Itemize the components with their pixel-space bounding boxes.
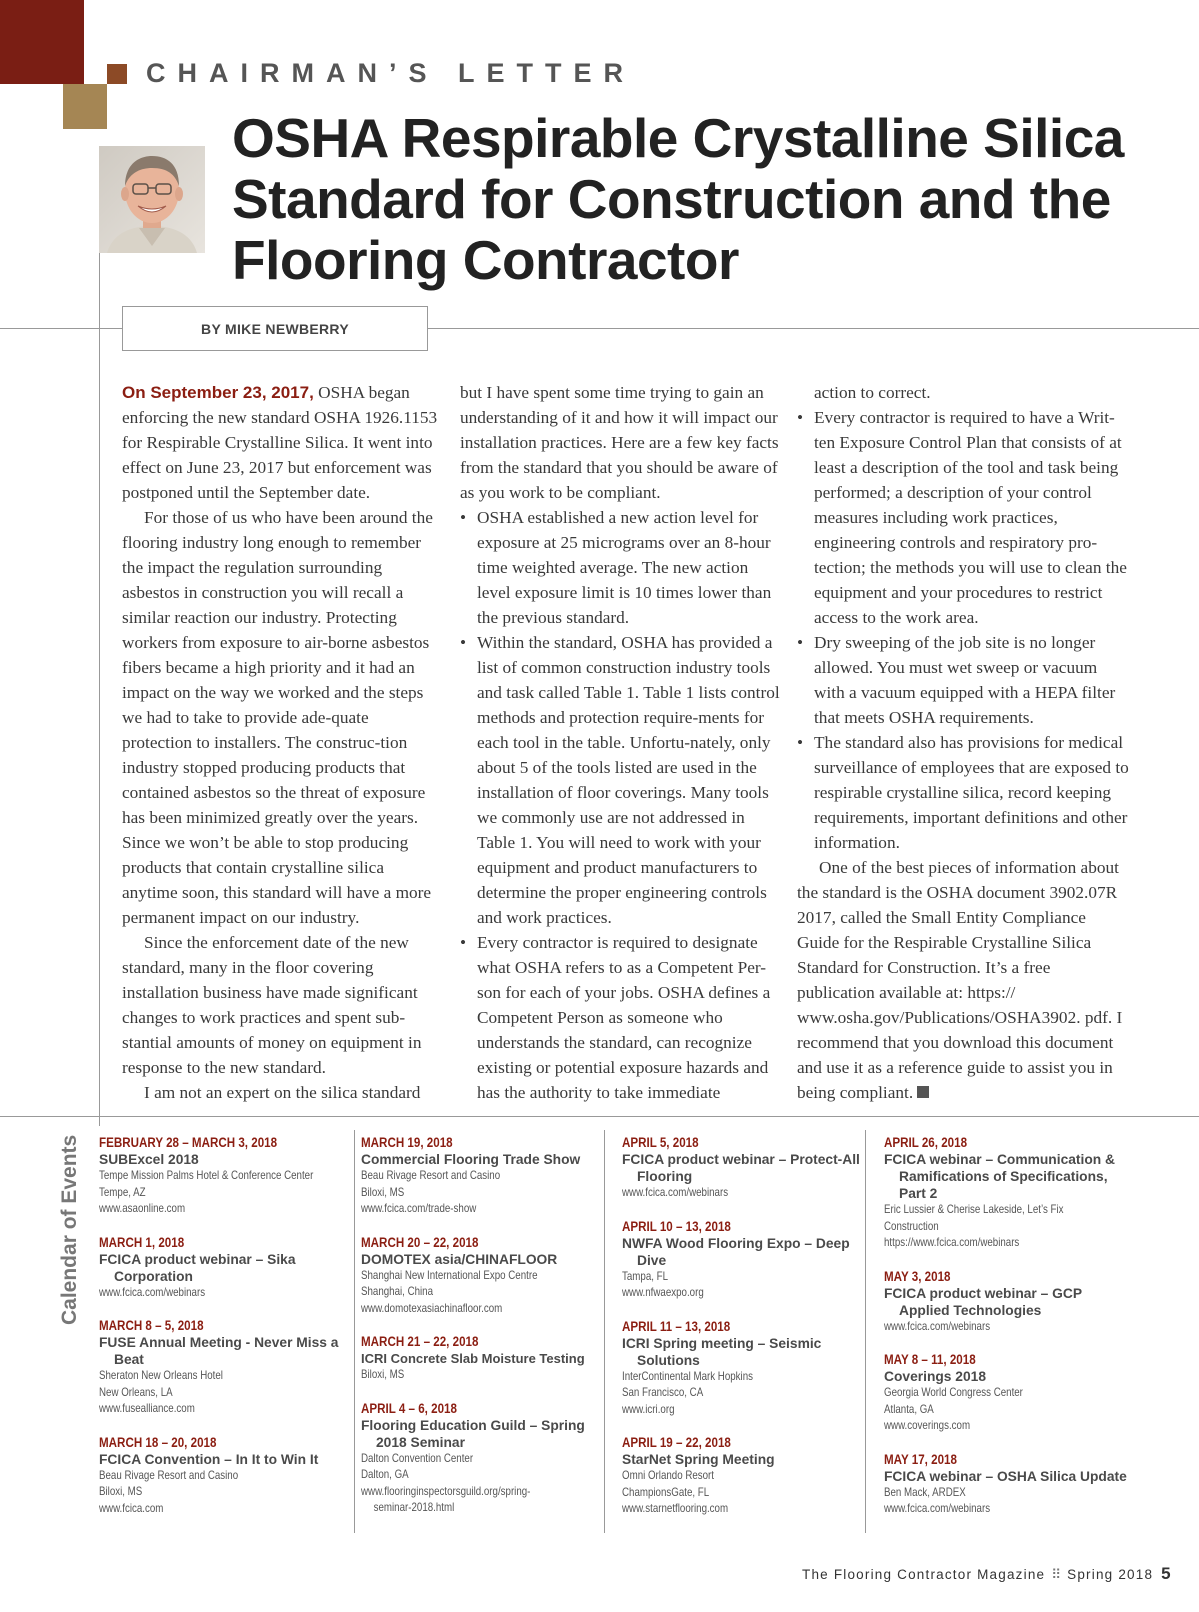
event-detail: San Francisco, CA (622, 1386, 704, 1399)
article-title: OSHA Respirable Crystalline Silica Standard for Construction and the Flooring Contractor (232, 107, 1124, 291)
event-detail: Shanghai New International Expo Centre (361, 1268, 538, 1282)
event-date: APRIL 26, 2018 (884, 1135, 968, 1150)
event-detail: InterContinental Mark Hopkins (622, 1369, 754, 1383)
event-detail: Tempe Mission Palms Hotel & Conference Center (99, 1169, 314, 1182)
event-name: FCICA product webinar – Protect-All Flooring (622, 1152, 860, 1184)
event-detail: New Orleans, LA (99, 1385, 173, 1399)
event-date: APRIL 11 – 13, 2018 (622, 1318, 731, 1334)
event-link[interactable]: www.flooringinspectorsguild.org/spring- (361, 1484, 531, 1498)
event-name: FCICA webinar – Communication & Ramifications of Specifications, Part 2 (884, 1152, 1115, 1201)
calendar-event (622, 1218, 870, 1302)
event-link[interactable]: www.domotexasiachinafloor.com (361, 1301, 503, 1315)
paragraph (797, 855, 1132, 1105)
calendar-event (622, 1434, 870, 1518)
event-name: Commercial Flooring Trade Show (361, 1152, 581, 1167)
corner-accent-block (0, 0, 84, 84)
calendar-event (884, 1268, 1132, 1336)
left-rule (99, 253, 100, 1126)
event-detail: ChampionsGate, FL (622, 1485, 710, 1499)
event-date: MARCH 18 – 20, 2018 (99, 1434, 217, 1450)
event-name: SUBExcel 2018 (99, 1152, 199, 1167)
event-link[interactable]: https://www.fcica.com/webinars (884, 1236, 1020, 1249)
bullet-item: • The standard also has provisions for medical surveillance of employees that are exposed to respirable crystalline silica, record keeping requirements, important definitions and other information. (797, 730, 1132, 855)
calendar-event (361, 1134, 609, 1218)
calendar-event (884, 1451, 1132, 1518)
calendar-event (99, 1134, 347, 1218)
event-detail: Tempe, AZ (99, 1185, 146, 1199)
calendar-event (361, 1333, 609, 1384)
event-date: MAY 8 – 11, 2018 (884, 1352, 976, 1367)
event-detail: Biloxi, MS (99, 1485, 143, 1498)
event-detail: Sheraton New Orleans Hotel (99, 1369, 223, 1382)
event-name: FCICA webinar – OSHA Silica Update (884, 1468, 1127, 1484)
paragraph: action to correct. (814, 383, 931, 402)
calendar-column-rule (354, 1130, 355, 1533)
calendar-divider (0, 1116, 1199, 1117)
calendar-event (99, 1234, 347, 1302)
event-link[interactable]: www.fcica.com/trade-show (361, 1202, 477, 1215)
event-detail: Eric Lussier & Cherise Lakeside, Let’s Fix (884, 1203, 1064, 1216)
paragraph: but I have spent some time trying to gain an understanding of it and how it will impact our installation practices. Here are a few key facts from the standard that you should be aware of as you work to be compliant. (460, 383, 779, 502)
calendar-column-3 (622, 1134, 870, 1534)
calendar-column-4 (884, 1134, 1132, 1534)
event-date: MARCH 8 – 5, 2018 (99, 1318, 204, 1333)
section-label: CHAIRMAN’S LETTER (146, 58, 635, 88)
event-detail: Atlanta, GA (884, 1402, 934, 1416)
event-detail: Biloxi, MS (361, 1368, 405, 1381)
event-link[interactable]: www.icri.org (622, 1402, 675, 1416)
event-name: FUSE Annual Meeting - Never Miss a Beat (99, 1335, 339, 1367)
calendar-event (622, 1134, 870, 1202)
event-detail: Construction (884, 1219, 939, 1233)
byline-box (122, 306, 428, 351)
calendar-event (99, 1317, 347, 1418)
event-date: APRIL 4 – 6, 2018 (361, 1400, 457, 1416)
calendar-event (99, 1434, 347, 1518)
event-link-continued[interactable]: seminar-2018.html (373, 1501, 455, 1514)
event-link[interactable]: www.fcica.com/webinars (99, 1285, 206, 1299)
event-date: MARCH 21 – 22, 2018 (361, 1334, 479, 1349)
event-detail: Ben Mack, ARDEX (884, 1485, 966, 1499)
event-detail: Shanghai, China (361, 1285, 434, 1298)
bullet-item: • OSHA established a new action level for exposure at 25 micrograms over an 8-hour time weighted average. The new action level exposure limit is 10 times lower than the previous standard. (460, 505, 780, 630)
lead-in: On September 23, 2017, (122, 383, 314, 402)
event-detail: Georgia World Congress Center (884, 1386, 1023, 1399)
bullet-item: • Within the standard, OSHA has provided a list of common construction industry tools and task called Table 1. Table 1 lists control methods and protection require-ments for each tool in the table. Unfortu-nately, only about 5 of the tools listed are used in the installation of floor coverings. Many tools we commonly use are not addressed in Table 1. You will need to work with your equipment and product manufacturers to determine the proper engineering controls and work practices. (460, 630, 780, 930)
calendar-event (622, 1318, 870, 1419)
event-link[interactable]: www.fcica.com (99, 1501, 164, 1515)
bullet-item: • Dry sweeping of the job site is no longer allowed. You must wet sweep or vacuum with a vacuum equipped with a HEPA filter that meets OSHA requirements. (797, 630, 1132, 730)
accent-square-small (107, 64, 127, 84)
calendar-event (884, 1134, 1132, 1252)
paragraph (122, 380, 442, 505)
event-date: MARCH 19, 2018 (361, 1135, 453, 1150)
page-number: 5 (1161, 1564, 1171, 1583)
event-link[interactable]: www.fcica.com/webinars (884, 1502, 991, 1515)
accent-square-tan (63, 84, 107, 129)
paragraph: Since the enforcement date of the new standard, many in the floor covering installation business have made significant changes to work practices and spent sub-stantial amounts of money on equipment in response to the new standard. (122, 933, 422, 1077)
article-column-1 (122, 380, 442, 1105)
event-link[interactable]: www.fcica.com/webinars (884, 1319, 991, 1333)
event-link[interactable]: www.fcica.com/webinars (622, 1186, 729, 1199)
event-name: FCICA product webinar – Sika Corporation (99, 1251, 296, 1284)
event-link[interactable]: www.fusealliance.com (99, 1402, 195, 1415)
bullet-item: • Every contractor is required to have a Writ-ten Exposure Control Plan that consists of at least a description of the tool and task being performed; a description of your control measures including work practices, engineering controls and respiratory pro-tection; the methods you will use to clean the equipment and your procedures to restrict access to the work area. (797, 405, 1132, 630)
event-date: FEBRUARY 28 – MARCH 3, 2018 (99, 1135, 278, 1150)
event-name: ICRI Concrete Slab Moisture Testing (361, 1351, 585, 1366)
paragraph: I am not an expert on the silica standard (144, 1083, 421, 1102)
event-date: APRIL 10 – 13, 2018 (622, 1218, 731, 1234)
event-name: FCICA product webinar – GCP Applied Technologies (884, 1285, 1082, 1318)
calendar-event (884, 1351, 1132, 1435)
event-detail: Dalton Convention Center (361, 1451, 474, 1465)
event-detail: Tampa, FL (622, 1269, 669, 1283)
event-name: Flooring Education Guild – Spring 2018 Seminar (361, 1417, 585, 1450)
paragraph: For those of us who have been around the flooring industry long enough to remember the impact the regulation surrounding asbestos in construction you will recall a similar reaction our industry. Protecting workers from exposure to air-borne asbestos fibers became a high priority and it had an impact on the way we worked and the steps we had to take to provide ade-quate protection to installers. The construc-tion industry stopped producing products that contained asbestos so the threat of exposure has been minimized greatly over the years. Since we won’t be able to stop producing products that contain crystalline silica anytime soon, this standard will have a more permanent impact on our industry. (122, 508, 433, 927)
event-name: FCICA Convention – In It to Win It (99, 1451, 319, 1467)
author-portrait (99, 146, 205, 253)
event-detail: Beau Rivage Resort and Casino (361, 1169, 501, 1182)
bullet-item: • Every contractor is required to designate what OSHA refers to as a Competent Per-son for each of your jobs. OSHA defines a Competent Person as someone who understands the standard, can recognize existing or potential exposure hazards and has the authority to take immediate (460, 930, 780, 1105)
article-column-3 (797, 380, 1132, 1105)
event-detail: Biloxi, MS (361, 1185, 405, 1199)
event-name: NWFA Wood Flooring Expo – Deep Dive (622, 1235, 850, 1268)
calendar-event (361, 1234, 609, 1318)
event-detail: Dalton, GA (361, 1468, 409, 1481)
article-column-2 (460, 380, 780, 1105)
event-name: Coverings 2018 (884, 1369, 986, 1384)
end-mark-icon (917, 1086, 929, 1098)
event-date: APRIL 19 – 22, 2018 (622, 1435, 731, 1450)
byline: BY MIKE NEWBERRY (201, 320, 349, 337)
event-date: APRIL 5, 2018 (622, 1135, 699, 1150)
event-date: MAY 3, 2018 (884, 1268, 951, 1284)
event-date: MARCH 20 – 22, 2018 (361, 1234, 479, 1250)
page-footer (802, 1564, 1171, 1584)
calendar-event (361, 1400, 609, 1517)
event-detail: Omni Orlando Resort (622, 1469, 715, 1482)
event-link[interactable]: www.asaonline.com (99, 1202, 186, 1215)
event-link[interactable]: www.coverings.com (884, 1419, 971, 1432)
event-date: MARCH 1, 2018 (99, 1234, 185, 1250)
footer-separator-icon: ⠿ (1051, 1567, 1062, 1582)
paragraph-text: One of the best pieces of information about the standard is the OSHA document 3902.07R 2017, called the Small Entity Compliance Guide for the Respirable Crystalline Silica Standard for Construction. It’s a free publication available at: https:// www.osha.gov/Publications/OSHA3902. pdf. I recommend that you download this document and use it as a reference guide to assist you in being compliant. (797, 858, 1123, 1102)
calendar-column-1 (99, 1134, 347, 1533)
event-link[interactable]: www.starnetflooring.com (622, 1502, 729, 1515)
issue-label: Spring 2018 (1067, 1567, 1154, 1582)
event-name: StarNet Spring Meeting (622, 1452, 775, 1467)
event-detail: Beau Rivage Resort and Casino (99, 1468, 239, 1482)
paragraph-text: OSHA began enforcing the new standard OSHA 1926.1153 for Respirable Crystalline Silica. It went into effect on June 23, 2017 but enforcement was postponed until the September date. (122, 383, 438, 502)
calendar-label: Calendar of Events (58, 1134, 81, 1325)
event-link[interactable]: www.nfwaexpo.org (622, 1286, 704, 1299)
event-name: ICRI Spring meeting – Seismic Solutions (622, 1335, 822, 1368)
event-name: DOMOTEX asia/CHINAFLOOR (361, 1251, 558, 1267)
magazine-name: The Flooring Contractor Magazine (802, 1567, 1046, 1582)
calendar-column-2 (361, 1134, 609, 1533)
event-date: MAY 17, 2018 (884, 1451, 957, 1467)
